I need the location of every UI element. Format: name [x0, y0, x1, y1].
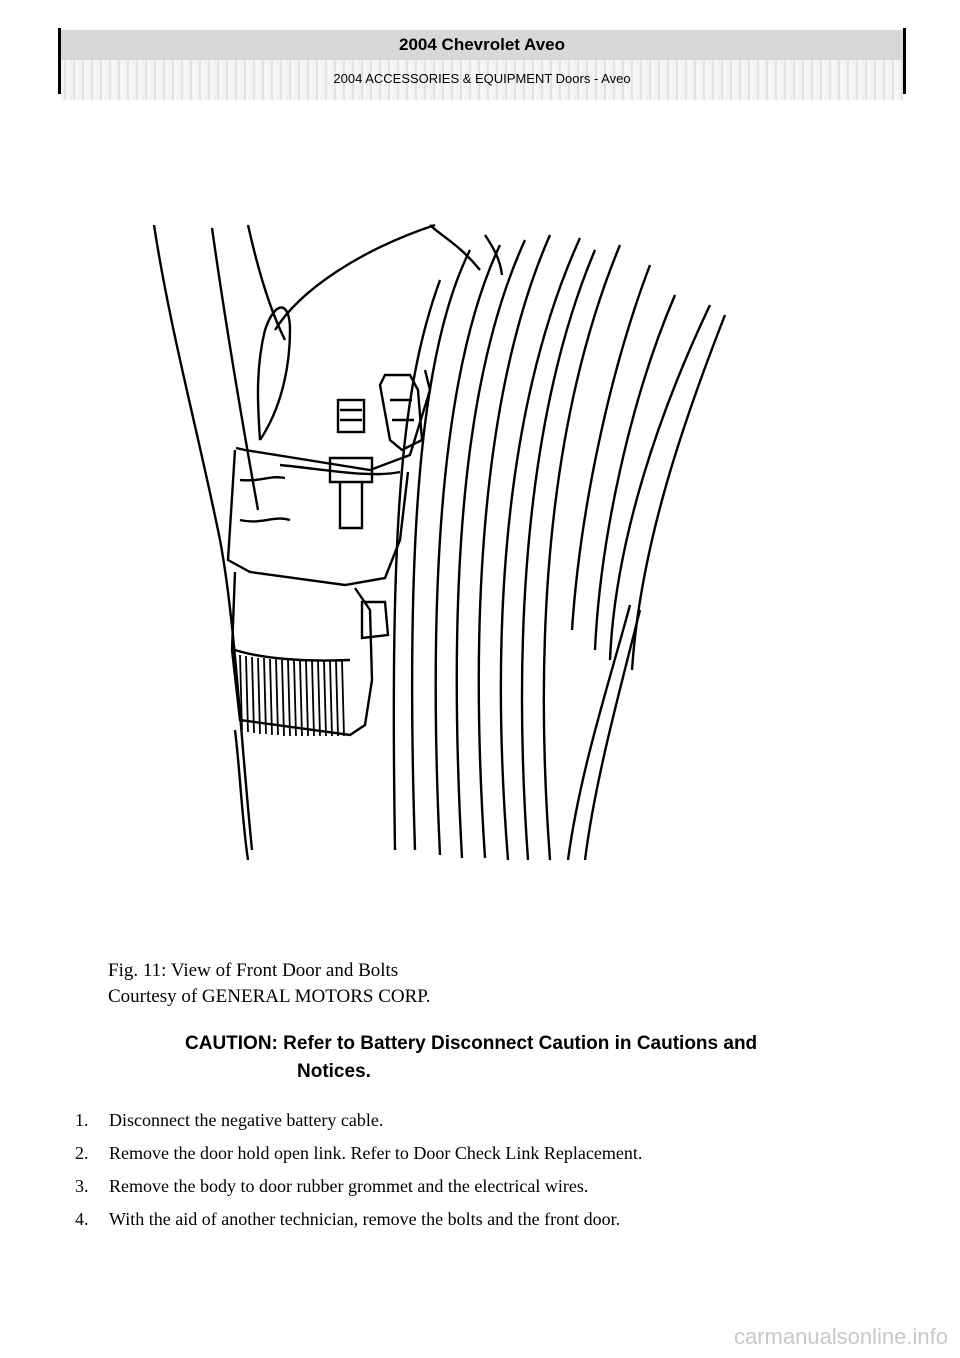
step-number: 2.: [75, 1143, 89, 1163]
step-text: With the aid of another technician, remove the bolts and the front door.: [109, 1209, 621, 1229]
step-text: Disconnect the negative battery cable.: [109, 1110, 384, 1130]
header-title: 2004 Chevrolet Aveo: [61, 30, 903, 60]
list-item: [75, 1141, 642, 1174]
step-number: 1.: [75, 1110, 89, 1130]
step-number: 4.: [75, 1209, 89, 1229]
page-header: [58, 28, 906, 94]
caution-note: [185, 1030, 885, 1086]
front-door-illustration: [140, 210, 740, 870]
figure-caption-credit: Courtesy of GENERAL MOTORS CORP.: [108, 986, 431, 1007]
figure-caption-title: Fig. 11: View of Front Door and Bolts: [108, 960, 399, 981]
step-number: 3.: [75, 1176, 89, 1196]
step-text: Remove the body to door rubber grommet and the electrical wires.: [109, 1176, 589, 1196]
watermark: carmanualsonline.info: [733, 1324, 948, 1349]
caution-line-1: CAUTION: Refer to Battery Disconnect Caution in Cautions and: [185, 1033, 758, 1054]
figure-caption: [108, 958, 431, 1010]
list-item: [75, 1174, 642, 1207]
procedure-steps: [75, 1108, 642, 1240]
header-subtitle: 2004 ACCESSORIES & EQUIPMENT Doors - Aveo: [61, 60, 903, 100]
step-text: Remove the door hold open link. Refer to Door Check Link Replacement.: [109, 1143, 643, 1163]
caution-line-2: Notices.: [297, 1061, 371, 1082]
list-item: [75, 1108, 642, 1141]
list-item: [75, 1207, 642, 1240]
